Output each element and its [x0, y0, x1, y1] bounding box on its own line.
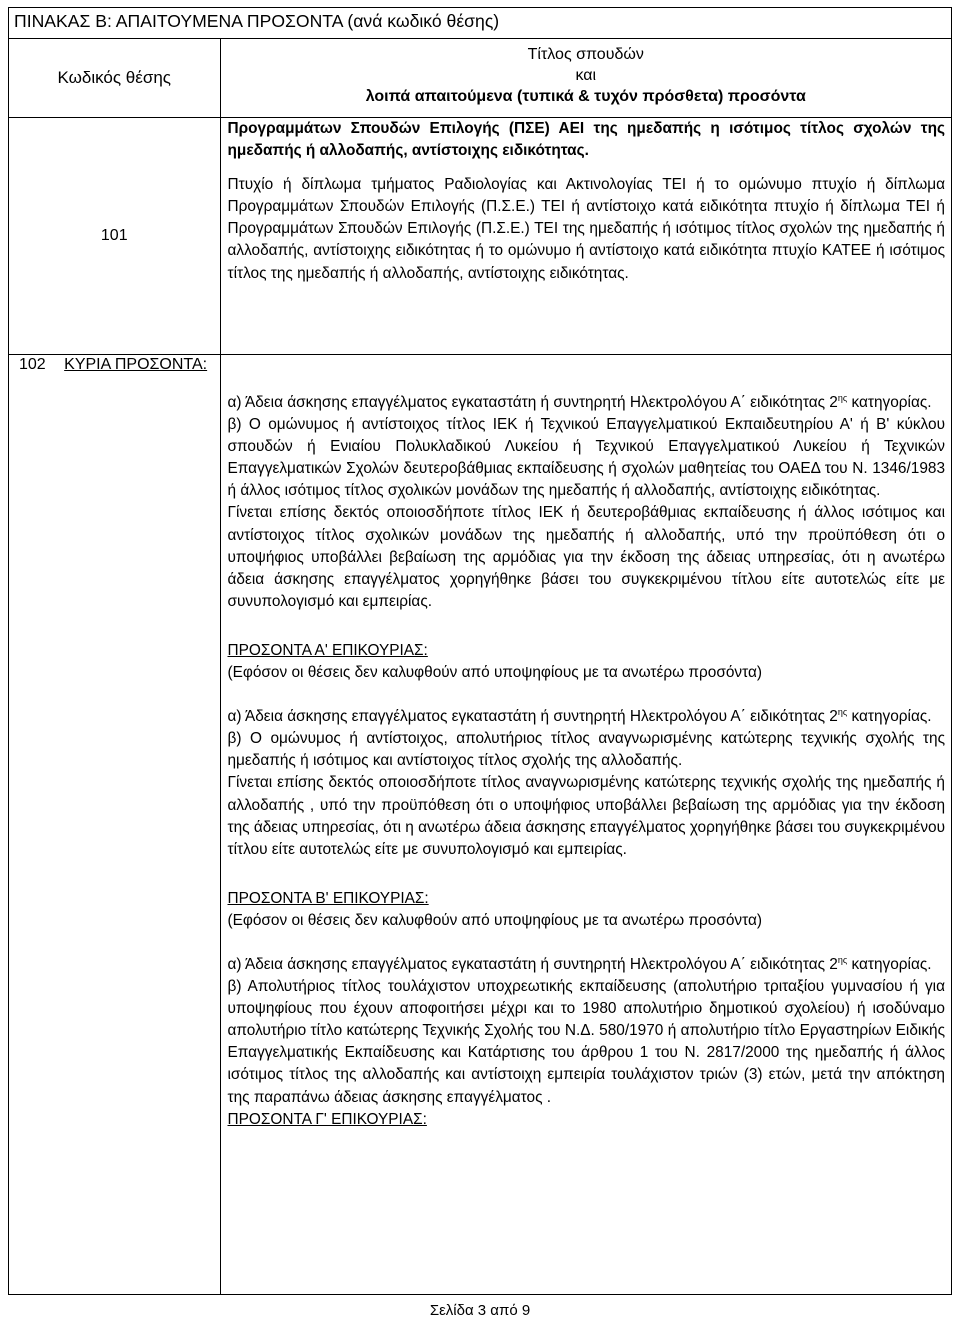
b-qual-b: β) Απολυτήριος τίτλος τουλάχιστον υποχρεωτικής εκπαίδευσης (απολυτήριο τριταξίου γυμνασίου ή για υποψηφίους που έχουν αποφοιτήσει μέχρι και το 1980 απολυτήριο δημοτικού σχολείου) ή ισοδύναμο απολυτήριο τίτλο κατώτερης Τεχνικής Σχολής του Ν.Δ. 580/1970 ή απολυτήριο τίτλο Εργαστηρίων Ειδικής Επαγγελματικής Εκπαίδευσης και Κατάρτισης του άρθρου 1 του Ν. 2817/2000 της ημεδαπής ή άλλος ισότιμος τίτλος της αλλοδαπής και αντίστοιχη εμπειρία τουλάχιστον τριών (3) ετών, μετά την απόκτηση της παραπάνω άδειας άσκησης επαγγέλματος . — [227, 978, 945, 1106]
b-heading: ΠΡΟΣΟΝΤΑ Β' ΕΠΙΚΟΥΡΙΑΣ: — [227, 889, 429, 907]
header-quals-line2: και — [575, 67, 597, 84]
row-code-101: 101 — [9, 118, 221, 355]
row-code-102: 102 — [19, 356, 46, 373]
main-qual-c: Γίνεται επίσης δεκτός οποιοσδήποτε τίτλος ΙΕΚ ή δευτεροβάθμιας εκπαίδευσης ή άλλος ισότιμος και αντίστοιχος τίτλος σχολικών μονάδων της ημεδαπής ή αλλοδαπής, υπό την προϋπόθεση ότι ο υποψήφιος υποβάλλει βεβαίωση της αρμόδιας για την έκδοση της άδειας υπηρεσίας, ότι η ανωτέρω άδεια άσκησης επαγγέλματος χορηγήθηκε βάσει του συγκεκριμένου τίτλου είτε αυτοτελώς είτε με συνυπολογισμό και εμπειρίας. — [227, 504, 945, 610]
header-quals-line3: λοιπά απαιτούμενα (τυπικά & τυχόν πρόσθετα) προσόντα — [365, 88, 806, 105]
row-101-text: Πτυχίο ή δίπλωμα τμήματος Ραδιολογίας και Ακτινολογίας ΤΕΙ ή το ομώνυμο πτυχίο ή δίπλωμα Προγραμμάτων Σπουδών Επιλογής (Π.Σ.Ε.) ΤΕΙ ή αντίστοιχο κατά ειδικότητα πτυχίο ή δίπλωμα ΤΕΙ ή Προγραμμάτων Σπουδών Επιλογής (Π.Σ.Ε.) ΤΕΙ της ημεδαπής ή ισότιμος τίτλος σχολών της ημεδαπής ή αλλοδαπής, αντίστοιχης ειδικότητας ή το ομώνυμο ή αντίστοιχο κατά ειδικότητα πτυχίο ΚΑΤΕΕ ή ισότιμος τίτλος της ημεδαπής ή αλλοδαπής, αντίστοιχης ειδικότητας. — [227, 176, 945, 282]
table-title-text: ΠΙΝΑΚΑΣ Β: ΑΠΑΙΤΟΥΜΕΝΑ ΠΡΟΣΟΝΤΑ (ανά κωδικό θέσης) — [14, 11, 500, 31]
header-quals-col — [220, 39, 952, 118]
main-qual-b: β) Ο ομώνυμος ή αντίστοιχος τίτλος ΙΕΚ ή Τεχνικού Επαγγελματικού Εκπαιδευτηρίου Α' ή Β' κύκλου σπουδών ή Ενιαίου Πολυκλαδικού Λυκείου ή Τεχνικού Επαγγελματικού Λυκείου ή Τεχνικών Επαγγελματικών Σχολών δευτεροβάθμιας εκπαίδευσης ή σχολών μαθητείας του ΟΑΕΔ του Ν. 1346/1983 ή άλλος ισότιμος τίτλος σχολικών μονάδων της ημεδαπής ή αλλοδαπής, αντίστοιχης ειδικότητας. — [227, 416, 945, 500]
header-quals-line1: Τίτλος σπουδών — [527, 46, 644, 63]
main-qual-a: α) Άδεια άσκησης επαγγέλματος εγκαταστάτη ή συντηρητή Ηλεκτρολόγου Α΄ ειδικότητας $2^{\eta\varsigma}$ κατηγορίας. — [227, 392, 932, 411]
a-heading: ΠΡΟΣΟΝΤΑ Α' ΕΠΙΚΟΥΡΙΑΣ: — [227, 641, 428, 659]
c-heading: ΠΡΟΣΟΝΤΑ Γ' ΕΠΙΚΟΥΡΙΑΣ: — [227, 1110, 427, 1128]
qualifications-table — [8, 7, 952, 1295]
b-note: (Εφόσον οι θέσεις δεν καλυφθούν από υποψηφίους με τα ανωτέρω προσόντα) — [227, 911, 762, 929]
a-note: (Εφόσον οι θέσεις δεν καλυφθούν από υποψηφίους με τα ανωτέρω προσόντα) — [227, 664, 762, 682]
row-101-quals — [220, 118, 952, 355]
row-102-quals — [220, 355, 952, 1295]
main-heading: ΚΥΡΙΑ ΠΡΟΣΟΝΤΑ: — [64, 356, 208, 373]
row-code-102-cell — [9, 355, 221, 1295]
row-101-bold-line: Προγραμμάτων Σπουδών Επιλογής (ΠΣΕ) ΑΕΙ της ημεδαπής η ισότιμος τίτλος σχολών της ημεδαπής ή αλλοδαπής, αντίστοιχης ειδικότητας. — [227, 120, 945, 160]
table-title — [14, 8, 952, 39]
page-footer: Σελίδα 3 από 9 — [429, 1302, 531, 1319]
a-qual-a: α) Άδεια άσκησης επαγγέλματος εγκαταστάτη ή συντηρητή Ηλεκτρολόγου Α΄ ειδικότητας $2^{\eta\varsigma}$ κατηγορίας. — [227, 707, 932, 726]
b-qual-a: α) Άδεια άσκησης επαγγέλματος εγκαταστάτη ή συντηρητή Ηλεκτρολόγου Α΄ ειδικότητας $2^{\eta\varsigma}$ κατηγορίας. — [227, 954, 932, 973]
a-qual-c: Γίνεται επίσης δεκτός οποιοσδήποτε τίτλος αναγνωρισμένης κατώτερης τεχνικής σχολής της ημεδαπής ή αλλοδαπής , υπό την προϋπόθεση ότι ο υποψήφιος υποβάλλει βεβαίωση της αρμόδιας για την έκδοση της άδειας υπηρεσίας, ότι η ανωτέρω άδεια άσκησης επαγγέλματος χορηγήθηκε βάσει του συγκεκριμένου τίτλου είτε αυτοτελώς είτε με συνυπολογισμό και εμπειρίας. — [227, 774, 945, 858]
a-qual-b: β) Ο ομώνυμος ή αντίστοιχος, απολυτήριος τίτλος αναγνωρισμένης κατώτερης τεχνικής σχολής της ημεδαπής ή ισότιμος και αντίστοιχος τίτλος σχολής της αλλοδαπής. — [227, 730, 945, 770]
header-code-col: Κωδικός θέσης — [9, 39, 221, 118]
